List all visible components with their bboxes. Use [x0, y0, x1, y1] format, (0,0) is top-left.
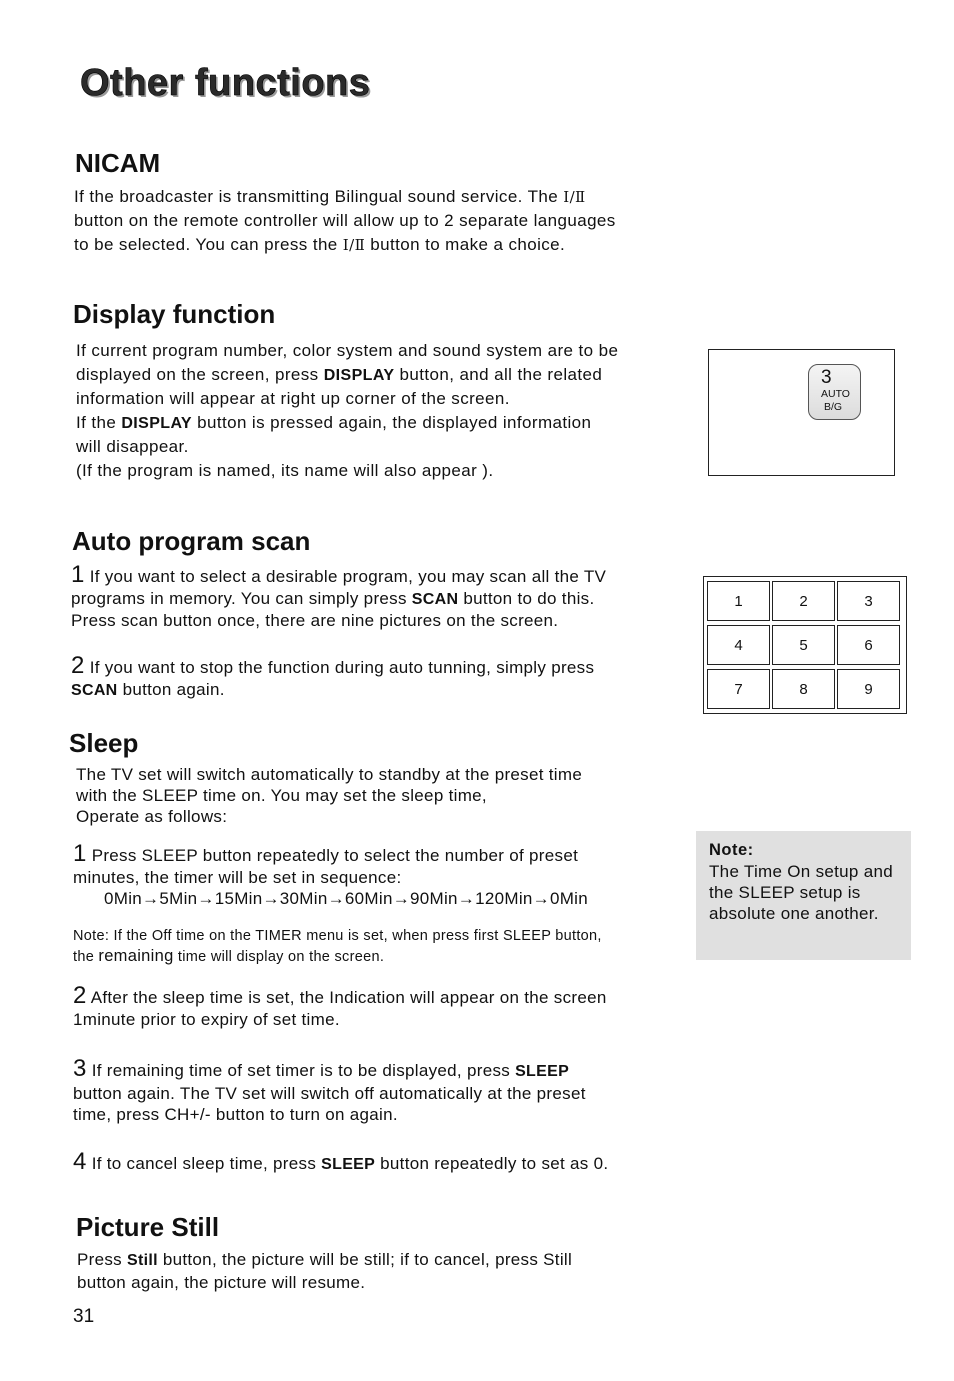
nine-picture-grid — [703, 576, 907, 714]
osd-color-system: AUTO — [821, 388, 850, 400]
grid-cell: 3 — [837, 581, 900, 621]
note-title: Note: — [709, 841, 754, 859]
still-keyword: Still — [127, 1252, 158, 1269]
auto-scan-step-2: 2 If you want to stop the function during auto tunning, simply press SCAN button again. — [71, 652, 595, 699]
grid-cell: 6 — [837, 625, 900, 665]
note-box — [696, 831, 911, 960]
picture-still-text: Press Still button, the picture will be still; if to cancel, press Still button again, the picture will resume. — [77, 1250, 573, 1292]
sleep-keyword: SLEEP — [515, 1063, 570, 1080]
grid-cell: 2 — [772, 581, 835, 621]
nicam-heading: NICAM — [75, 148, 161, 178]
sleep-step-3: 3 If remaining time of set timer is to be displayed, press SLEEP button again. The TV set will switch off automatically at the preset time, press CH+/- button to turn on again. — [73, 1055, 586, 1124]
auto-scan-step-1: 1 If you want to select a desirable program, you may scan all the TV programs in memory. You can simply press SCAN button to do this. Press scan button once, there are nine pictures on the screen. — [71, 561, 607, 630]
nicam-text: If the broadcaster is transmitting Bilingual sound service. The Ⅰ/Ⅱ button on the remote controller will allow up to 2 separate languages to be selected. You can press the Ⅰ/Ⅱ button to make a choice. — [74, 187, 616, 254]
page-title: Other functions — [80, 62, 371, 104]
grid-cell: 5 — [772, 625, 835, 665]
page-number: 31 — [73, 1306, 95, 1327]
roman-numeral: Ⅰ/Ⅱ — [563, 188, 586, 206]
sleep-heading: Sleep — [69, 728, 139, 758]
picture-still-heading: Picture Still — [76, 1212, 220, 1242]
note-text: The Time On setup and the SLEEP setup is absolute one another. — [709, 862, 893, 923]
sleep-step-4: 4 If to cancel sleep time, press SLEEP button repeatedly to set as 0. — [73, 1148, 609, 1175]
grid-cell: 7 — [707, 669, 770, 709]
display-function-text: If current program number, color system and sound system are to be displayed on the screen, press DISPLAY button, and all the related information will appear at right up corner of the screen. If the DISPLAY button is pressed again, the displayed information will disappear. (If the program is named, its name will also appear ). — [76, 341, 619, 480]
grid-cell: 8 — [772, 669, 835, 709]
sleep-note: Note: If the Off time on the TIMER menu is set, when press first SLEEP button, the remaining time will display on the screen. — [73, 928, 602, 965]
auto-scan-heading: Auto program scan — [72, 526, 311, 556]
tv-screen-illustration — [708, 349, 895, 476]
sleep-sequence: 0Min→5Min→15Min→30Min→60Min→90Min→120Min→0Min — [104, 889, 589, 908]
scan-keyword: SCAN — [71, 681, 118, 699]
grid-cell: 4 — [707, 625, 770, 665]
display-keyword: DISPLAY — [121, 414, 193, 432]
sleep-step-1: 1 Press SLEEP button repeatedly to select the number of preset minutes, the timer will be set in sequence: 0Min→5Min→15Min→30Min→60Min→90Min→120Min→0Min — [73, 843, 693, 910]
osd-program-info — [808, 364, 861, 420]
grid-cell: 1 — [707, 581, 770, 621]
sleep-keyword: SLEEP — [321, 1156, 376, 1173]
sleep-step-2: 2 After the sleep time is set, the Indication will appear on the screen 1minute prior to expiry of set time. — [73, 982, 607, 1029]
roman-numeral: Ⅰ/Ⅱ — [342, 236, 366, 254]
sleep-intro: The TV set will switch automatically to standby at the preset time with the SLEEP time on. You may set the sleep time, Operate as follows: — [76, 765, 583, 826]
display-function-heading: Display function — [73, 299, 276, 329]
osd-program-number: 3 — [821, 367, 832, 388]
scan-keyword: SCAN — [411, 590, 459, 608]
osd-sound-system: B/G — [824, 401, 843, 413]
grid-cell: 9 — [837, 669, 900, 709]
display-keyword: DISPLAY — [323, 366, 395, 384]
